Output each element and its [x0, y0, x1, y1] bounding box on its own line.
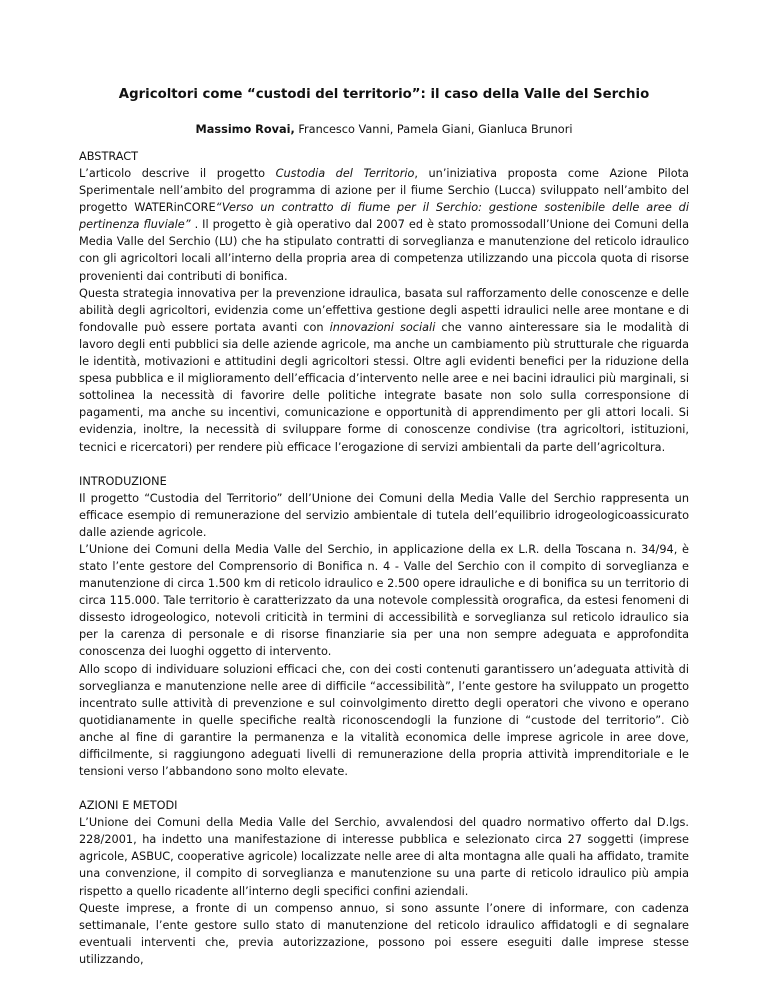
- abstract-p2-text-a: Questa strategia innovativa per la prevenzione idraulica, basata sul rafforzamento delle conoscenze e delle abilità degli agricoltori, evidenzia come un’effettiva gestione degli aspetti idraulici nelle aree montane e di fondovalle può essere portata avanti con: [79, 286, 689, 334]
- abstract-p1-text-a: L’articolo descrive il progetto: [79, 167, 276, 180]
- co-authors: Francesco Vanni, Pamela Giani, Gianluca Brunori: [294, 123, 573, 136]
- abstract-paragraph-1: [79, 165, 689, 285]
- azioni-paragraph-2: Queste imprese, a fronte di un compenso annuo, si sono assunte l’onere di informare, con cadenza settimanale, l’ente gestore sullo stato di manutenzione del reticolo idraulico affidatogli e di segnalare eventuali interventi che, previa autorizzazione, possono poi essere eseguiti dalle imprese stesse utilizzando,: [79, 901, 689, 966]
- abstract-paragraph-2: [79, 285, 689, 456]
- abstract-p1-text-b: , un’iniziativa proposta come Azione Pilota Sperimentale nell’ambito del programma di azione per il fiume Serchio (Lucca) sviluppato nell’ambito del progetto WATERinCORE: [79, 167, 689, 215]
- document-body: [79, 148, 689, 968]
- introduzione-paragraph-1: Il progetto “Custodia del Territorio” dell’Unione dei Comuni della Media Valle del Serchio rappresenta un efficace esempio di remunerazione del servizio ambientale di tutela dell’equilibrio idrogeologicoassicurato dalle aziende agricole.: [79, 491, 689, 539]
- section-spacer: [79, 780, 689, 797]
- project-subtitle-italic: “Verso un contratto di fiume per il Serchio: gestione sostenibile delle aree di pertinenza fluviale”: [79, 201, 689, 232]
- introduzione-paragraph-3: Allo scopo di individuare soluzioni efficaci che, con dei costi contenuti garantissero un’adeguata attività di sorveglianza e manutenzione nelle aree di difficile “accessibilità”, l’ente gestore ha sviluppato un progetto incentrato sulle attività di prevenzione e sul coinvolgimento diretto degli operatori che vivono e operano quotidianamente in quelle specifiche realtà riconoscendogli la funzione di “custode del territorio”. Ciò anche al fine di garantire la permanenza e la vitalità economica delle imprese agricole in aree dove, difficilmente, si raggiungono adeguati livelli di remunerazione della propria attività imprenditoriale e le tensioni verso l’abbandono sono molto elevate.: [79, 662, 689, 779]
- abstract-p1-text-c: . Il progetto è già operativo dal 2007 ed è stato promossodall’Unione dei Comuni della Media Valle del Serchio (LU) che ha stipulato contratti di sorveglianza e manutenzione del reticolo idraulico con gli agricoltori locali all’interno della propria area di competenza utilizzando una piccola quota di risorse provenienti dai contributi di bonifica.: [79, 218, 689, 283]
- azioni-heading: AZIONI E METODI: [79, 799, 178, 813]
- lead-author: Massimo Rovai,: [195, 123, 295, 136]
- azioni-paragraph-1: L’Unione dei Comuni della Media Valle del Serchio, avvalendosi del quadro normativo offerto dal D.lgs. 228/2001, ha indetto una manifestazione di interesse pubblica e selezionato circa 27 soggetti (imprese agricole, ASBUC, cooperative agricole) localizzate nelle aree di alta montagna alle quali ha affidato, tramite una convenzione, il compito di sorveglianza e manutenzione su una parte di reticolo idraulico più ampia rispetto a quello ricadente all’interno degli specifici confini aziendali.: [79, 816, 689, 898]
- project-name-italic: Custodia del Territorio: [275, 167, 415, 180]
- section-spacer: [79, 456, 689, 473]
- author-line: [79, 122, 689, 138]
- social-innovation-italic: innovazioni sociali: [329, 320, 436, 334]
- abstract-heading: ABSTRACT: [79, 150, 139, 163]
- introduzione-heading: INTRODUZIONE: [79, 474, 167, 488]
- abstract-p2-text-b: che vanno ainteressare sia le modalità di lavoro degli enti pubblici sia delle aziende agricole, ma anche un cambiamento più strutturale che riguarda le identità, motivazioni e attitudini degli agricoltori stessi. Oltre agli evidenti benefici per la riduzione della spesa pubblica e il miglioramento dell’efficacia d’intervento nelle aree e nei bacini idraulici più marginali, si sottolinea la necessità di favorire delle politiche integrate basate non solo sulla corresponsione di pagamenti, ma anche su incentivi, comunicazione e opportunità di apprendimento per gli attori locali. Si evidenzia, inoltre, la necessità di sviluppare forme di conoscenze condivise (tra agricoltori, istituzioni, tecnici e ricercatori) per rendere più efficace l’erogazione di servizi ambientali da parte dell’agricoltura.: [79, 320, 689, 454]
- document-title: Agricoltori come “custodi del territorio”: il caso della Valle del Serchio: [118, 87, 650, 102]
- introduzione-paragraph-2: L’Unione dei Comuni della Media Valle del Serchio, in applicazione della ex L.R. della Toscana n. 34/94, è stato l’ente gestore del Comprensorio di Bonifica n. 4 - Valle del Serchio con il compito di sorveglianza e manutenzione di circa 1.500 km di reticolo idraulico e 2.500 opere idrauliche e di bonifica su un territorio di circa 115.000. Tale territorio è caratterizzato da una notevole complessità orografica, da estesi fenomeni di dissesto idrogeologico, notevoli criticità in termini di accessibilità e sorveglianza sul reticolo idraulico sia per la carenza di personale e di risorse finanziarie sia per una non sempre adeguata e approfondita conoscenza dei luoghi oggetto di intervento.: [79, 542, 689, 659]
